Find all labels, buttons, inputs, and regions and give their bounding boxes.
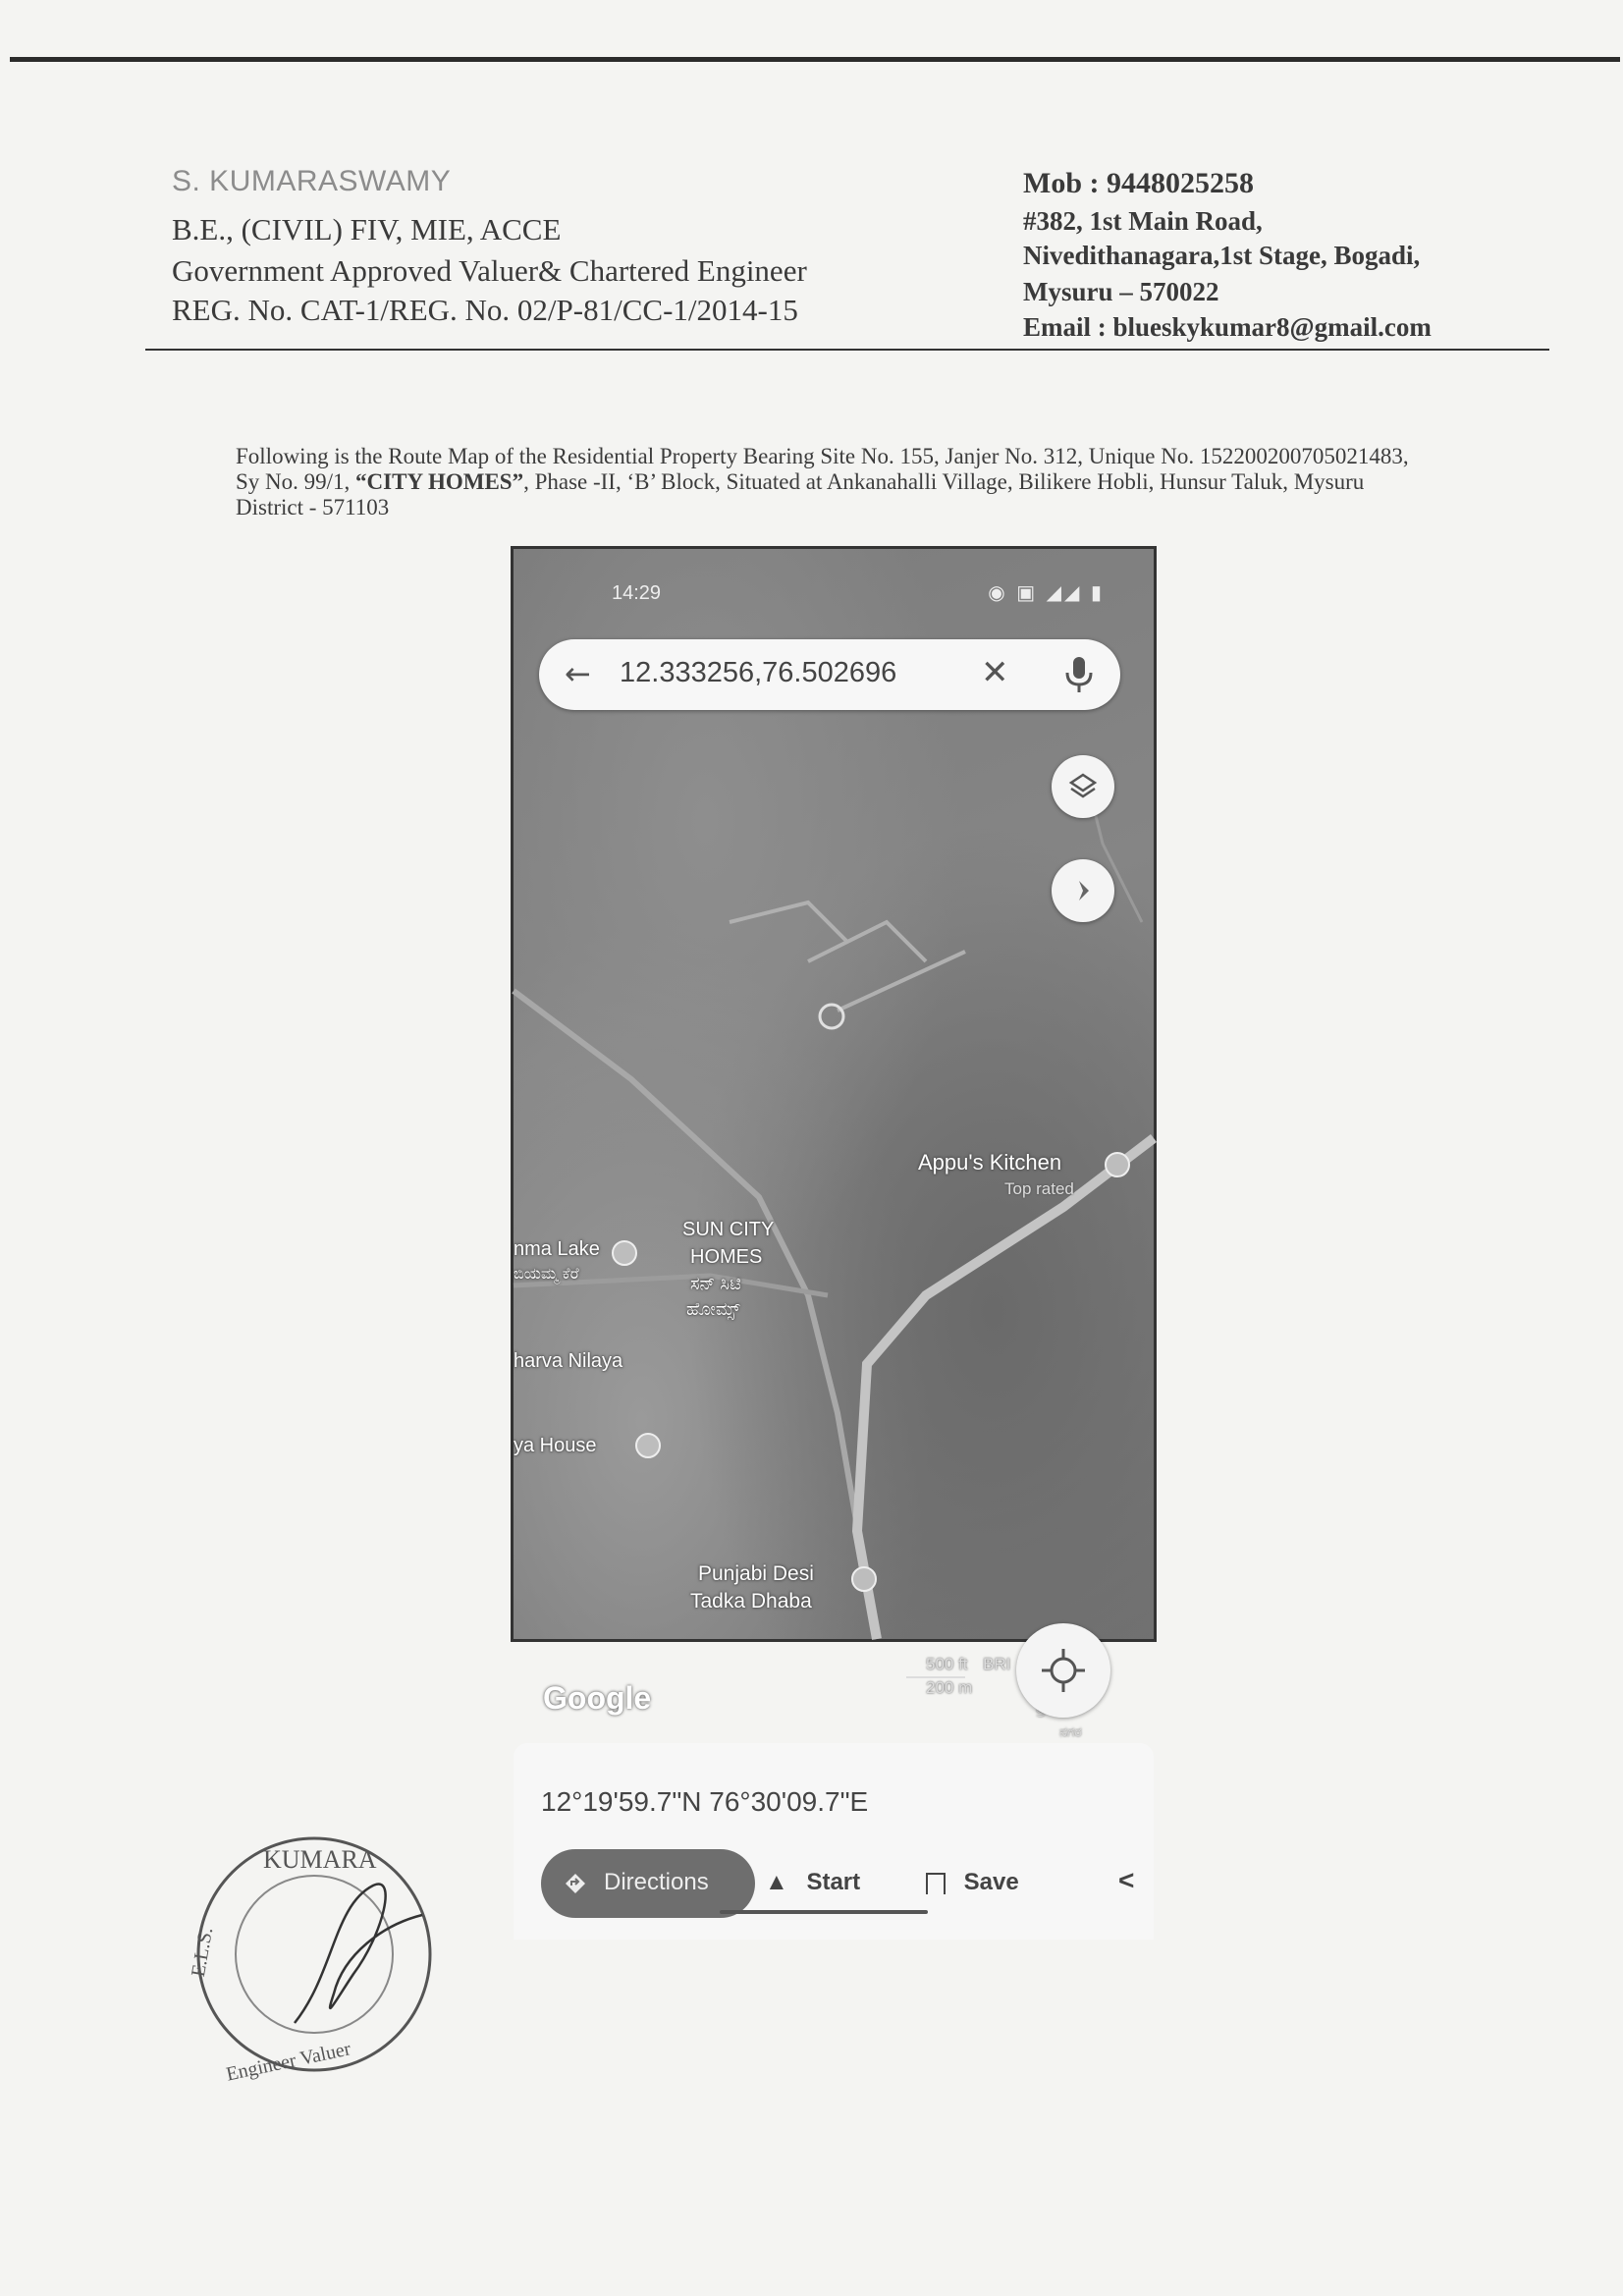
coordinates-text: 12°19'59.7"N 76°30'09.7"E <box>541 1786 869 1817</box>
place-sun-city-kn-2: ಹೋಮ್ಸ್ <box>686 1299 740 1319</box>
signature <box>295 1884 422 2023</box>
project-name: “CITY HOMES” <box>355 469 524 494</box>
my-location-button[interactable] <box>1016 1623 1110 1718</box>
registration-number: REG. No. CAT-1/REG. No. 02/P-81/CC-1/2014-15 <box>172 293 798 327</box>
directions-icon <box>565 1873 586 1894</box>
scale-bar <box>906 1676 965 1678</box>
status-time: 14:29 <box>612 582 662 604</box>
email-address: Email : blueskykumar8@gmail.com <box>1023 312 1432 342</box>
start-button[interactable] <box>765 1869 860 1896</box>
compass-button[interactable] <box>1052 859 1114 922</box>
mobile-number: Mob : 9448025258 <box>1023 167 1254 199</box>
save-label: Save <box>963 1869 1019 1895</box>
microphone-icon[interactable] <box>1059 653 1099 696</box>
status-icons: ◉ ▣ ◢◢ ▮ <box>988 582 1105 604</box>
crosshair-icon <box>1040 1647 1087 1694</box>
google-logo: Google <box>543 1680 652 1716</box>
header-rule <box>145 349 1549 351</box>
top-rated-badge: Top rated <box>1004 1179 1074 1198</box>
search-bar[interactable] <box>539 639 1120 710</box>
engineer-name: S. KUMARASWAMY <box>172 165 452 197</box>
back-arrow-icon[interactable]: ← <box>565 655 591 692</box>
compass-icon <box>1067 875 1099 906</box>
status-bar <box>514 549 1154 604</box>
start-label: Start <box>806 1869 861 1895</box>
share-icon[interactable]: < <box>1118 1865 1135 1895</box>
layers-icon <box>1067 771 1099 802</box>
place-dhaba-1[interactable]: Punjabi Desi <box>698 1562 814 1585</box>
map-screenshot <box>511 546 1157 1895</box>
address-line-3: Mysuru – 570022 <box>1023 277 1219 306</box>
stamp-inner-ring <box>236 1876 393 2033</box>
top-rule <box>10 57 1620 62</box>
stamp-top-text: KUMARA <box>263 1845 377 1874</box>
intro-text-b: , Phase -II, ‘B’ Block, Situated at Ankanahalli Village, Bilikere Hobli, Hunsur Taluk, Mysuru District - 571103 <box>236 469 1365 519</box>
loading-spinner <box>820 1005 843 1028</box>
address-line-1: #382, 1st Main Road, <box>1023 206 1263 236</box>
bookmark-icon <box>926 1873 946 1894</box>
save-button[interactable] <box>926 1869 1019 1896</box>
place-lake[interactable]: nma Lake <box>514 1238 600 1260</box>
place-dhaba-2[interactable]: Tadka Dhaba <box>690 1590 812 1613</box>
seal-stamp <box>187 1827 461 2086</box>
search-input[interactable]: 12.333256,76.502696 <box>620 657 897 688</box>
clear-icon[interactable]: ✕ <box>981 653 1009 692</box>
nav-handle <box>720 1910 928 1914</box>
lake-pin-icon[interactable] <box>612 1240 637 1266</box>
dhaba-pin-icon[interactable] <box>851 1566 877 1592</box>
directions-label: Directions <box>604 1869 709 1895</box>
intro-text-a: Following is the Route Map of the Residential Property Bearing Site No. 155, Janjer No. 312, Unique No. 152200200705021483, Sy No. 99/1, <box>236 444 1409 494</box>
qualifications: B.E., (CIVIL) FIV, MIE, ACCE <box>172 212 562 246</box>
place-appus-kitchen[interactable]: Appu's Kitchen <box>918 1150 1062 1175</box>
restaurant-pin-icon[interactable] <box>1105 1152 1130 1177</box>
place-sun-city-1[interactable]: SUN CITY <box>682 1219 775 1240</box>
scale-meters: 200 m <box>926 1678 973 1697</box>
scale-feet: 500 ft <box>926 1655 968 1673</box>
layers-button[interactable] <box>1052 755 1114 818</box>
navigation-arrow-icon: ▲ <box>765 1869 788 1895</box>
place-lake-kn: ಬಿಯಮ್ಮ ಕೆರೆ <box>514 1266 579 1283</box>
directions-button[interactable] <box>541 1849 755 1918</box>
house-pin-icon[interactable] <box>635 1433 661 1458</box>
place-sun-city-2[interactable]: HOMES <box>690 1246 763 1268</box>
place-sun-city-kn-1: ಸನ್ ಸಿಟಿ <box>690 1274 741 1293</box>
place-kn-b: ನಗರ <box>1059 1723 1082 1739</box>
stamp-bottom-text: Engineer Valuer <box>224 2038 353 2086</box>
place-bri: BRI <box>983 1655 1011 1673</box>
place-nilaya[interactable]: harva Nilaya <box>514 1350 623 1372</box>
map-roads <box>514 549 1154 1639</box>
layout-roads <box>730 902 965 1011</box>
main-highway <box>857 1138 1154 1639</box>
place-house[interactable]: ya House <box>514 1435 597 1456</box>
intro-paragraph <box>236 444 1434 520</box>
stamp-left-text: E.L.S. <box>187 1926 218 1979</box>
address-line-2: Nivedithanagara,1st Stage, Bogadi, <box>1023 241 1421 270</box>
engineer-title: Government Approved Valuer& Chartered Engineer <box>172 253 807 288</box>
